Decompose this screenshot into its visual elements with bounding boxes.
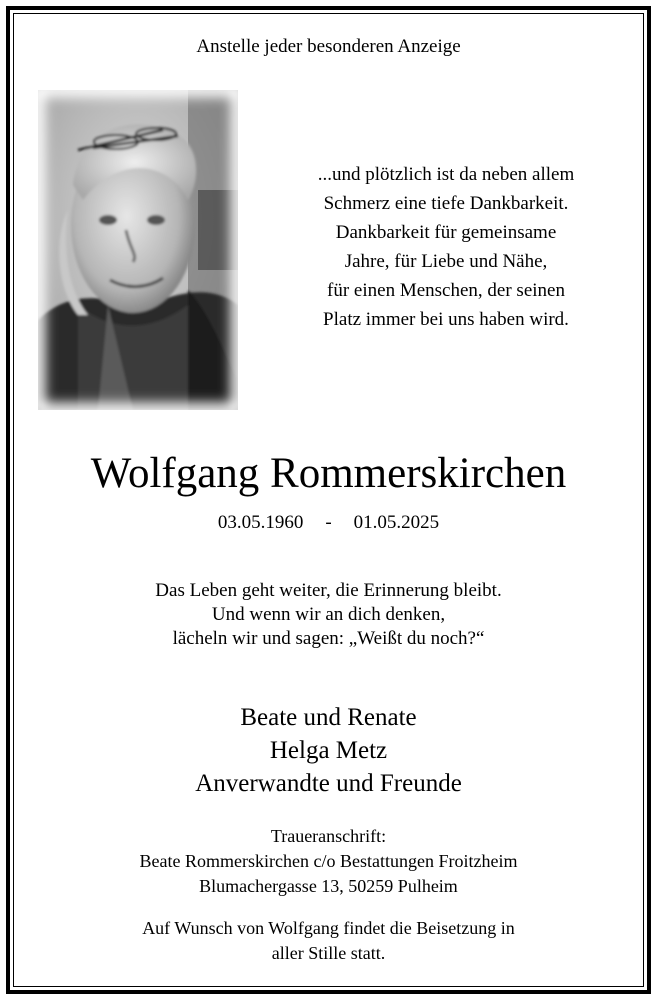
burial-notice [0, 916, 657, 966]
poem-line: Jahre, für Liebe und Nähe, [344, 251, 548, 272]
date-separator: - [325, 512, 332, 533]
birth-date: 03.05.1960 [217, 512, 304, 533]
quote-line: Das Leben geht weiter, die Erinnerung bleibt. [155, 580, 502, 601]
deceased-name: Wolfgang Rommerskirchen [90, 450, 567, 497]
mourner-line: Helga Metz [269, 737, 388, 764]
quote-line: lächeln wir und sagen: „Weißt du noch?“ [172, 628, 485, 649]
address-line: Blumachergasse 13, 50259 Pulheim [199, 876, 458, 896]
mourner-line: Anverwandte und Freunde [195, 770, 462, 797]
poem-line: Platz immer bei uns haben wird. [323, 309, 569, 330]
mourners-block [0, 701, 657, 800]
life-dates [0, 512, 657, 534]
poem-line: ...und plötzlich ist da neben allem [317, 164, 575, 185]
poem-line: Schmerz eine tiefe Dankbarkeit. [323, 193, 569, 214]
quote-block [0, 579, 657, 651]
poem-line: Dankbarkeit für gemeinsame [335, 222, 557, 243]
address-label: Traueranschrift: [270, 826, 387, 846]
notice-line: Auf Wunsch von Wolfgang findet die Beisetzung in [142, 918, 515, 938]
mourning-address [0, 824, 657, 899]
announcement-headline: Anstelle jeder besonderen Anzeige [196, 36, 461, 57]
death-date: 01.05.2025 [353, 512, 440, 533]
notice-line: aller Stille statt. [271, 943, 386, 963]
poem-line: für einen Menschen, der seinen [327, 280, 565, 301]
address-line: Beate Rommerskirchen c/o Bestattungen Froitzheim [139, 851, 518, 871]
poem-block [262, 160, 630, 334]
portrait-image [38, 90, 238, 410]
quote-line: Und wenn wir an dich denken, [211, 604, 446, 625]
portrait-photo [38, 90, 238, 410]
mourner-line: Beate und Renate [240, 704, 417, 731]
